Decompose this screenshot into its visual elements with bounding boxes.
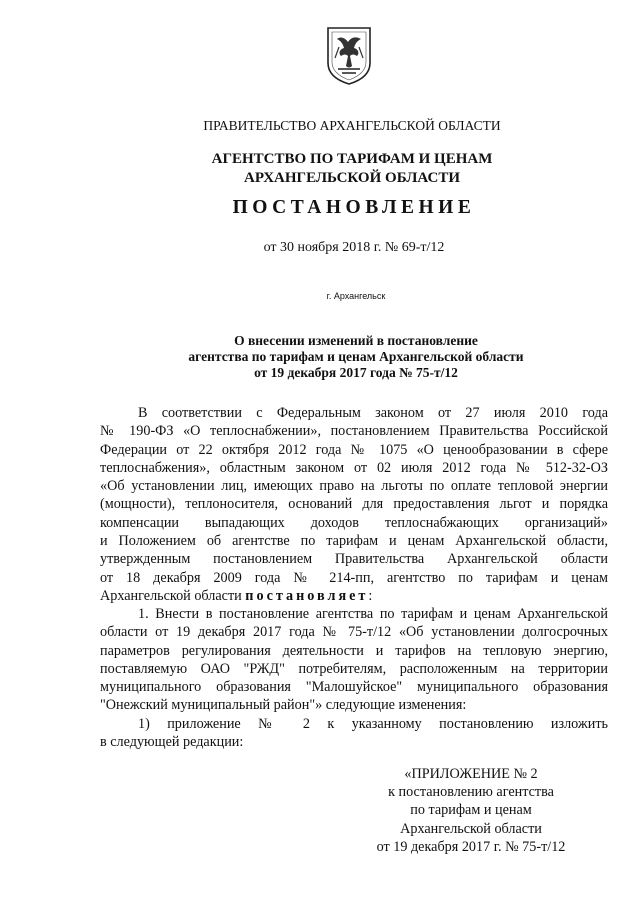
item-1-line: поставляемую ОАО "РЖД" потребителям, расположенным на территории: [100, 660, 608, 677]
preamble-line: В соответствии с Федеральным законом от 27 июля 2010 года: [138, 405, 608, 421]
preamble-line: № 190-ФЗ «О теплоснабжении», постановлением Правительства Российской: [100, 423, 608, 440]
document-date-number: от 30 ноября 2018 г. № 69-т/12: [263, 240, 445, 255]
item-1-last-line: "Онежский муниципальный район"» следующие изменения:: [100, 697, 467, 714]
preamble-line: компенсации выпадающих доходов теплоснабжающих организаций»: [100, 514, 608, 531]
preamble-line: Федерации от 22 октября 2012 года № 1075 «О ценообразовании в сфере: [100, 441, 608, 458]
preamble-line: (мощности), теплоносителя, оснований для предоставления льгот и порядка: [100, 496, 608, 513]
subitem-1-line: 1) приложение № 2 к указанному постановлению изложить: [138, 716, 608, 732]
item-1-paragraph: [100, 605, 608, 715]
appendix-line-4: Архангельской области: [400, 820, 542, 837]
appendix-line-1: «ПРИЛОЖЕНИЕ № 2: [404, 766, 538, 782]
preamble-line: утвержденным постановлением Правительства Архангельской области: [100, 551, 608, 568]
item-1-line: муниципального образования "Малошуйское" муниципального образования: [100, 679, 608, 696]
preamble-last-line: [100, 587, 608, 605]
preamble-last-text: Архангельской области: [100, 587, 242, 604]
subject-line-3: от 19 декабря 2017 года № 75-т/12: [254, 365, 458, 380]
appendix-line-2: к постановлению агентства: [388, 784, 554, 801]
subject-line-2: агентства по тарифам и ценам Архангельской области: [188, 349, 524, 364]
agency-name-line-2: АРХАНГЕЛЬСКОЙ ОБЛАСТИ: [244, 170, 460, 186]
preamble-line: и Положением об агентстве по тарифам и ценам Архангельской области,: [100, 533, 608, 550]
document-city: г. Архангельск: [326, 291, 386, 301]
appendix-line-3: по тарифам и ценам: [410, 802, 532, 819]
preamble-line: от 18 декабря 2009 года № 214-пп, агентство по тарифам и ценам: [100, 569, 608, 586]
subject-line-1: О внесении изменений в постановление: [234, 333, 478, 348]
subitem-1-last-line: в следующей редакции:: [100, 734, 244, 751]
document-type-title: ПОСТАНОВЛЕНИЕ: [232, 197, 476, 218]
preamble-line: «Об установлении лиц, имеющих право на льготы по оплате тепловой энергии: [100, 478, 608, 495]
resolves-colon: :: [368, 587, 373, 604]
resolves-word: постановляет: [245, 587, 369, 604]
item-1-line: 1. Внести в постановление агентства по тарифам и ценам Архангельской: [138, 606, 608, 622]
preamble-paragraph: [100, 404, 608, 605]
preamble-line: теплоснабжения», областным законом от 02 июля 2012 года № 512-32-ОЗ: [100, 459, 608, 476]
appendix-heading: [356, 765, 586, 856]
agency-name-line-1: АГЕНТСТВО ПО ТАРИФАМ И ЦЕНАМ: [211, 151, 493, 167]
item-1-line: параметров регулирования деятельности и тарифов на тепловую энергию,: [100, 642, 608, 659]
subitem-1-paragraph: [100, 715, 608, 752]
document-subject: [36, 333, 640, 381]
appendix-line-5: от 19 декабря 2017 г. № 75-т/12: [376, 838, 566, 855]
coat-of-arms-emblem: [324, 25, 374, 85]
agency-name: [32, 150, 640, 188]
item-1-line: области от 19 декабря 2017 года № 75-т/12 «Об установлении долгосрочных: [100, 624, 608, 641]
government-name: ПРАВИТЕЛЬСТВО АРХАНГЕЛЬСКОЙ ОБЛАСТИ: [203, 118, 501, 133]
